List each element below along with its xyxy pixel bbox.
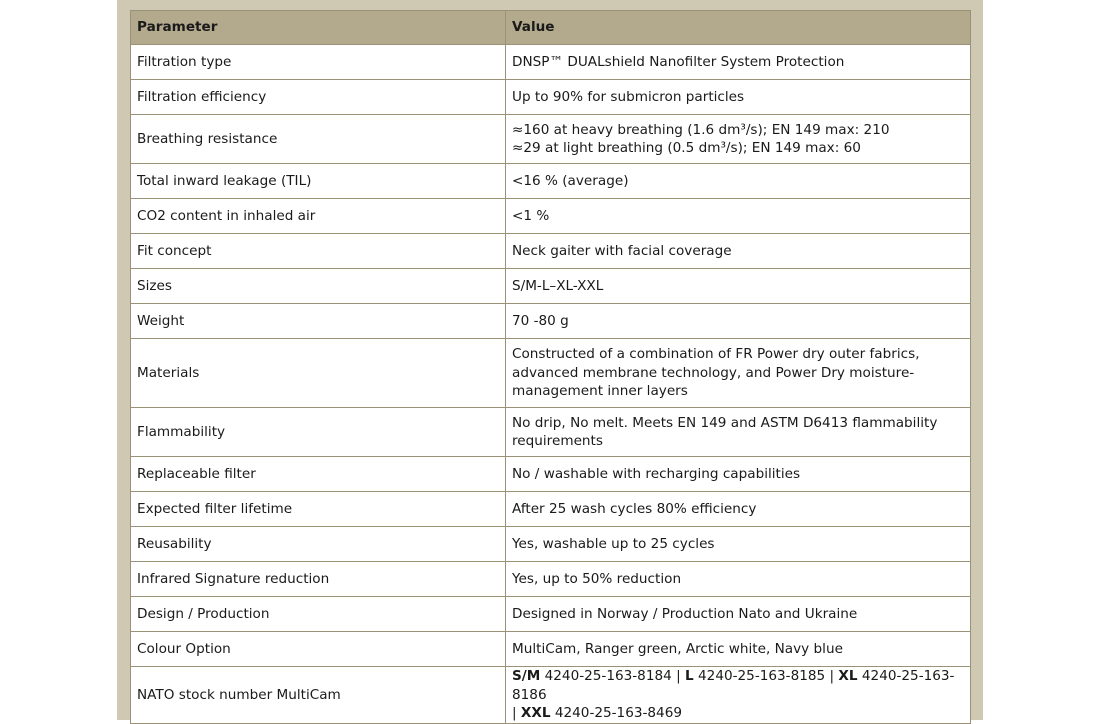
value-line: ≈160 at heavy breathing (1.6 dm³/s); EN 149 max: 210 (512, 121, 890, 138)
table-row (131, 80, 971, 115)
value-line: MultiCam, Ranger green, Arctic white, Navy blue (512, 640, 843, 657)
spec-table (130, 10, 971, 724)
header-parameter: Parameter (131, 11, 506, 45)
value-cell (506, 199, 971, 234)
value-cell (506, 80, 971, 115)
value-cell (506, 45, 971, 80)
param-cell: Design / Production (131, 597, 506, 632)
value-line: Neck gaiter with facial coverage (512, 242, 732, 259)
nsn-number: 4240-25-163-8185 (698, 668, 826, 684)
header-row (131, 11, 971, 45)
value-line: S/M-L–XL-XXL (512, 277, 604, 294)
table-row (131, 492, 971, 527)
value-line: management inner layers (512, 383, 688, 400)
value-line: After 25 wash cycles 80% efficiency (512, 500, 757, 517)
value-line: DNSP™ DUALshield Nanofilter System Protection (512, 53, 845, 70)
table-row (131, 199, 971, 234)
nsn-size: L (685, 668, 694, 684)
param-cell: Filtration type (131, 45, 506, 80)
value-line: <16 % (average) (512, 172, 629, 189)
value-line: Yes, washable up to 25 cycles (512, 535, 715, 552)
param-cell: Infrared Signature reduction (131, 562, 506, 597)
param-cell: Materials (131, 339, 506, 408)
nsn-number: 4240-25-163-8469 (554, 705, 683, 721)
param-cell: Fit concept (131, 234, 506, 269)
table-row (131, 234, 971, 269)
nsn-number: 4240-25-163-8186 (512, 668, 955, 703)
nsn-size: XL (838, 668, 858, 684)
value-line: Constructed of a combination of FR Power dry outer fabrics, (512, 346, 920, 363)
value-cell (506, 339, 971, 408)
value-line: Yes, up to 50% reduction (512, 570, 682, 587)
value-cell (506, 304, 971, 339)
header-value: Value (506, 11, 971, 45)
param-cell: Replaceable filter (131, 457, 506, 492)
table-row (131, 457, 971, 492)
value-cell (506, 269, 971, 304)
table-row (131, 667, 971, 724)
param-cell: Colour Option (131, 632, 506, 667)
table-row (131, 408, 971, 457)
value-cell (506, 632, 971, 667)
param-cell: Expected filter lifetime (131, 492, 506, 527)
param-cell: NATO stock number MultiCam (131, 667, 506, 724)
value-line: No drip, No melt. Meets EN 149 and ASTM D6413 flammability (512, 414, 938, 431)
value-cell: S/M 4240-25-163-8184 | L 4240-25-163-8185 | XL 4240-25-163-8186 | XXL 4240-25-163-8469 (506, 667, 971, 724)
value-line: advanced membrane technology, and Power Dry moisture- (512, 364, 915, 381)
value-cell (506, 492, 971, 527)
nsn-number: 4240-25-163-8184 (544, 668, 672, 684)
param-cell: Flammability (131, 408, 506, 457)
param-cell: Breathing resistance (131, 115, 506, 164)
value-line: Up to 90% for submicron particles (512, 88, 745, 105)
param-cell: Weight (131, 304, 506, 339)
param-cell: Filtration efficiency (131, 80, 506, 115)
table-row (131, 45, 971, 80)
table-row (131, 597, 971, 632)
table-row (131, 115, 971, 164)
table-row (131, 304, 971, 339)
param-cell: Reusability (131, 527, 506, 562)
param-cell: CO2 content in inhaled air (131, 199, 506, 234)
value-cell (506, 562, 971, 597)
nsn-size: XXL (520, 705, 551, 721)
value-cell (506, 597, 971, 632)
value-line: ≈29 at light breathing (0.5 dm³/s); EN 149 max: 60 (512, 140, 861, 156)
value-cell (506, 457, 971, 492)
value-cell (506, 408, 971, 457)
table-row (131, 164, 971, 199)
table-row (131, 562, 971, 597)
table-row (131, 269, 971, 304)
value-cell (506, 234, 971, 269)
value-cell (506, 164, 971, 199)
value-line: 70 -80 g (512, 312, 569, 329)
param-cell: Total inward leakage (TIL) (131, 164, 506, 199)
table-row (131, 527, 971, 562)
param-cell: Sizes (131, 269, 506, 304)
value-cell (506, 115, 971, 164)
value-line: No / washable with recharging capabilities (512, 465, 801, 482)
table-row (131, 632, 971, 667)
document-frame (117, 0, 983, 720)
table-row (131, 339, 971, 408)
value-cell (506, 527, 971, 562)
value-line: <1 % (512, 207, 550, 224)
value-line: Designed in Norway / Production Nato and Ukraine (512, 605, 858, 622)
value-line: requirements (512, 433, 603, 449)
nsn-size: S/M (512, 668, 541, 684)
